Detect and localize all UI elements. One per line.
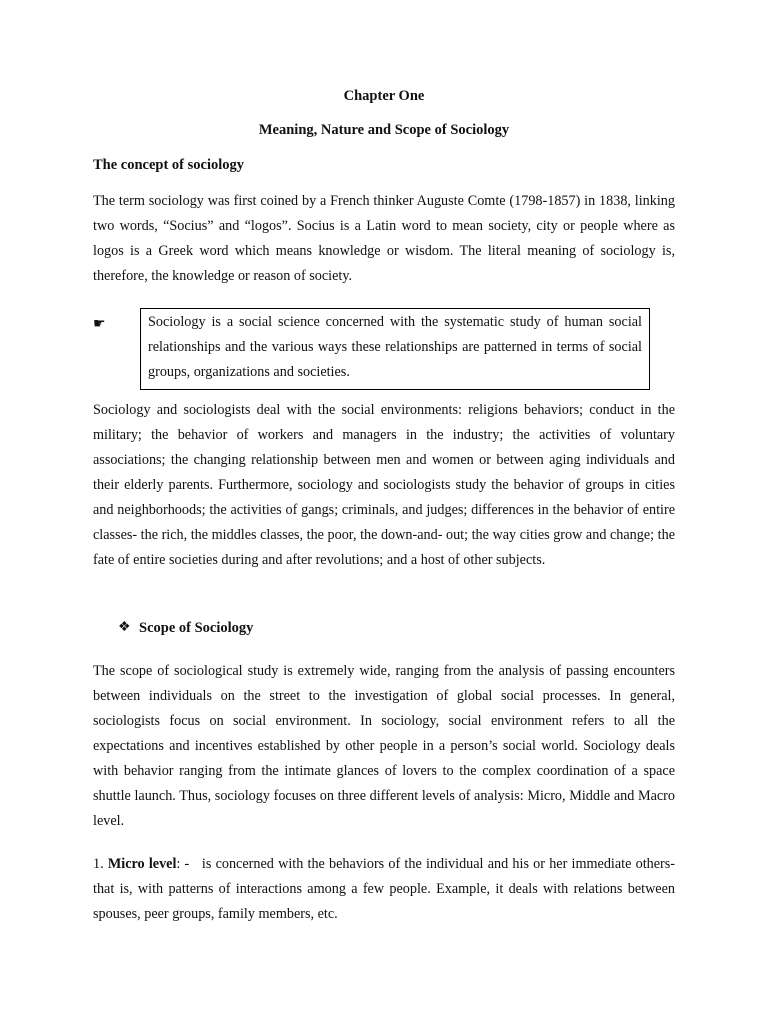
concept-paragraph: The term sociology was first coined by a French thinker Auguste Comte (1798-1857) in 1838, linking two words, “Socius” and “logos”. Socius is a Latin word to mean society, city or people where as logos is a Greek word which means knowledge or wisdom. The literal meaning of sociology is, therefore, the knowledge or reason of society. xyxy=(93,193,675,284)
chapter-subtitle: Meaning, Nature and Scope of Sociology xyxy=(258,122,510,138)
chapter-title: Chapter One xyxy=(343,88,425,104)
scope-paragraph: The scope of sociological study is extremely wide, ranging from the analysis of passing encounters between individuals on the street to the investigation of global social processes. In general, sociologists focus on social environment. In sociology, social environment refers to all the expectations and incentives established by other people in a person’s social world. Sociology deals with behavior ranging from the intimate glances of lovers to the complex coordination of a space shuttle launch. Thus, sociology focuses on three different levels of analysis: Micro, Middle and Macro level. xyxy=(93,663,675,829)
concept-heading: The concept of sociology xyxy=(93,157,245,173)
diamond-bullet-icon: ❖ xyxy=(118,620,131,635)
pointing-hand-icon: ☛ xyxy=(93,317,106,332)
scope-heading: Scope of Sociology xyxy=(139,620,254,636)
environments-paragraph: Sociology and sociologists deal with the social environments: religions behaviors; conduct in the military; the behavior of workers and managers in the industry; the activities of voluntary associations; the changing relationship between men and women or between aging individuals and their elderly parents. Furthermore, sociology and sociologists study the behavior of groups in cities and neighborhoods; the activities of gangs; criminals, and judges; differences in the behavior of entire classes- the rich, the middles classes, the poor, the down-and- out; the way cities grow and change; the fate of entire societies during and after revolutions; and a host of other subjects. xyxy=(93,402,675,568)
definition-box xyxy=(140,308,650,390)
micro-level-separator: : - xyxy=(176,856,190,872)
definition-text: Sociology is a social science concerned with the systematic study of human social relationships and the various ways these relationships are patterned in terms of social groups, organizations and societies. xyxy=(148,314,642,380)
micro-level-text: is concerned with the behaviors of the individual and his or her immediate others- that is, with patterns of interactions among a few people. Example, it deals with relations between spouses, peer groups, family members, etc. xyxy=(93,856,675,922)
micro-level-number: 1. xyxy=(93,856,104,872)
micro-level-term: Micro level xyxy=(107,856,177,872)
micro-level-paragraph xyxy=(93,852,675,927)
